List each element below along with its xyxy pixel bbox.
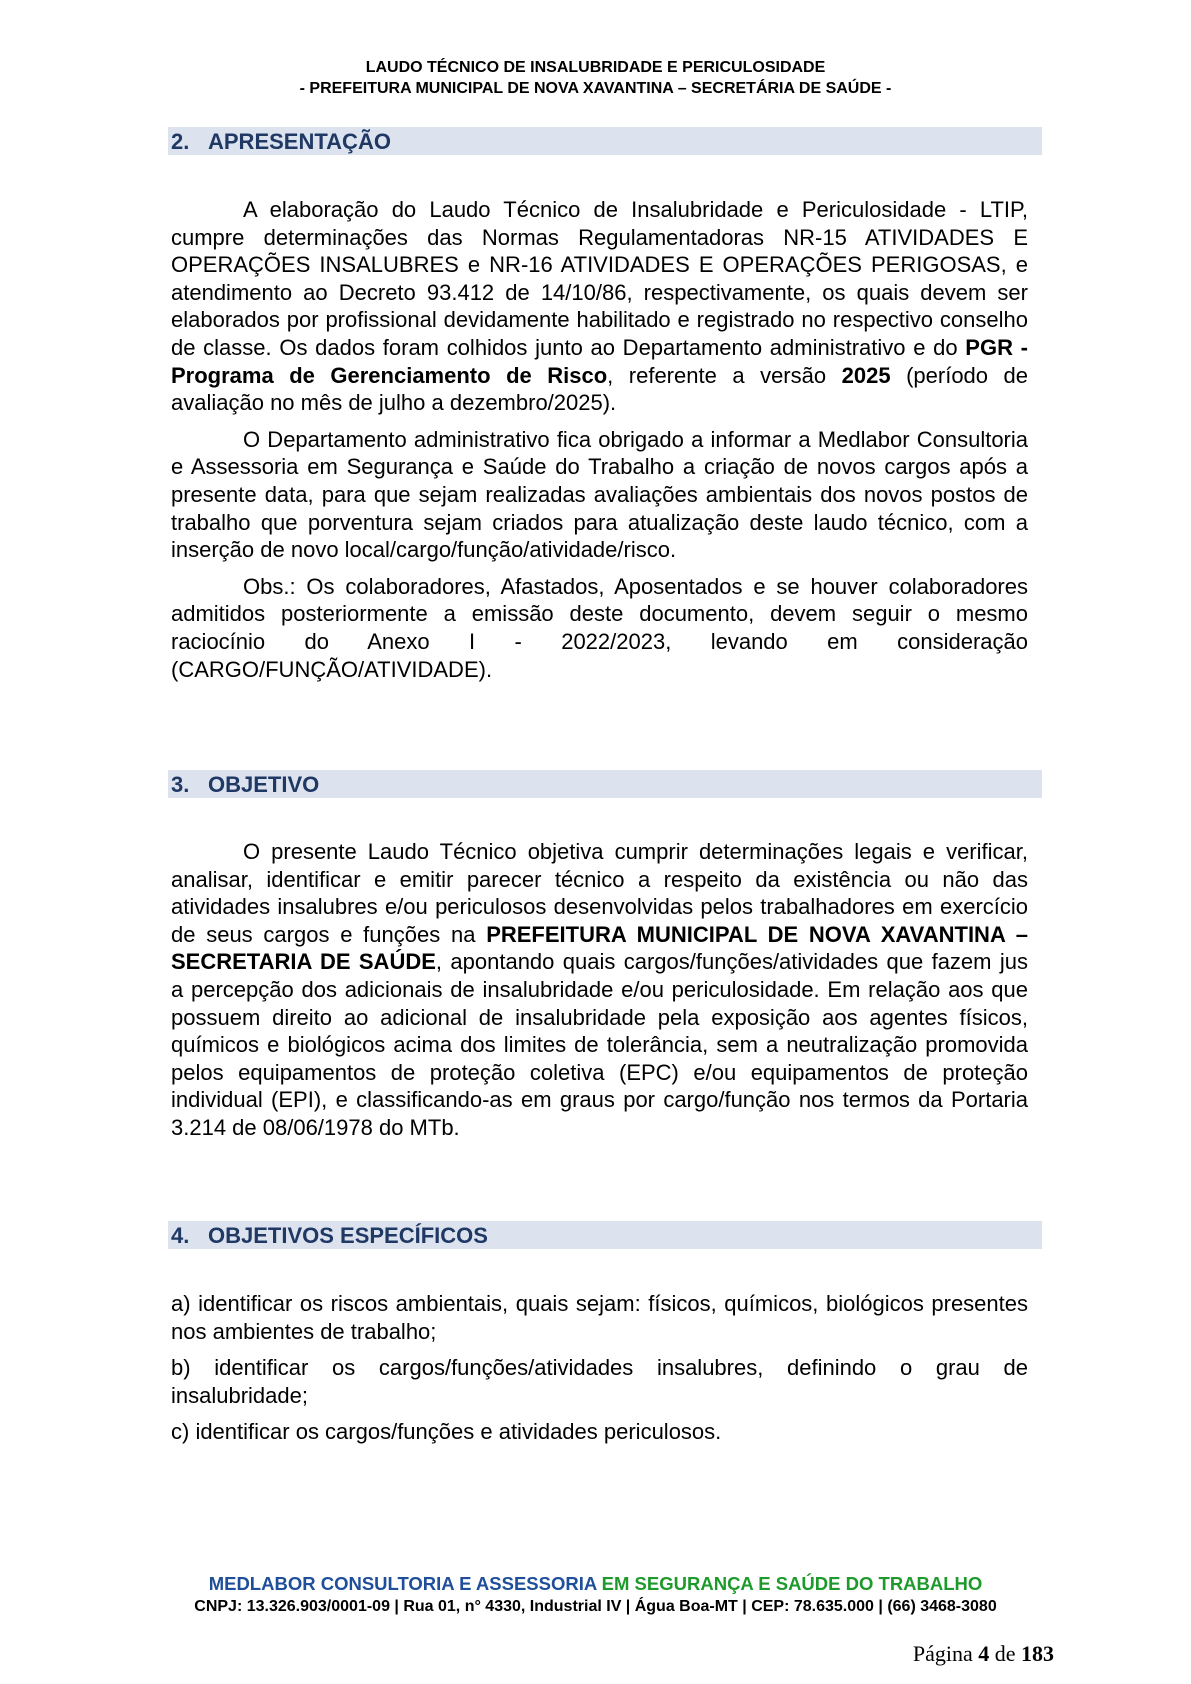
paragraph: Obs.: Os colaboradores, Afastados, Aposentados e se houver colaboradores admitidos posteriormente a emissão deste documento, devem seguir o mesmo raciocínio do Anexo I - 2022/2023, levando em consideração (CARGO/FUNÇÃO/ATIVIDADE). bbox=[171, 573, 1028, 682]
paragraph-bold-text: 2025 bbox=[841, 362, 891, 388]
list-item: a) identificar os riscos ambientais, quais sejam: físicos, químicos, biológicos presentes nos ambientes de trabalho; bbox=[171, 1291, 1028, 1344]
page-number bbox=[913, 1641, 1054, 1667]
footer-company bbox=[0, 1572, 1191, 1595]
section-title: OBJETIVOS ESPECÍFICOS bbox=[208, 1223, 488, 1248]
page-current: 4 bbox=[978, 1641, 990, 1666]
paragraph bbox=[171, 838, 1028, 1142]
section-heading-objetivos-especificos bbox=[168, 1221, 1042, 1249]
section-body-apresentacao bbox=[171, 196, 1028, 692]
section-heading-objetivo bbox=[168, 770, 1042, 798]
footer-company-tagline: EM SEGURANÇA E SAÚDE DO TRABALHO bbox=[601, 1573, 983, 1594]
section-number: 2. bbox=[171, 129, 190, 154]
section-title: APRESENTAÇÃO bbox=[208, 129, 391, 154]
paragraph-bold-text: PGR - Programa de Gerenciamento de Risco bbox=[171, 334, 1028, 388]
paragraph-text: A elaboração do Laudo Técnico de Insalubridade e Periculosidade - LTIP, cumpre determinações das Normas Regulamentadoras NR-15 ATIVIDADES E OPERAÇÕES INSALUBRES e NR-16 ATIVIDADES E OPERAÇÕES PERIGOSAS, e atendimento ao Decreto 93.412 de 14/10/86, respectivamente, os quais devem ser elaborados por profissional devidamente habilitado e registrado no respectivo conselho de classe. Os dados foram colhidos junto ao Departamento administrativo e do bbox=[171, 197, 1028, 360]
section-number: 3. bbox=[171, 772, 190, 797]
section-body-objetivo bbox=[171, 838, 1028, 1151]
paragraph-text: , apontando quais cargos/funções/atividades que fazem jus a percepção dos adicionais de insalubridade e/ou periculosidade. Em relação aos que possuem direito ao adicional de insalubridade pela exposição aos agentes físicos, químicos e biológicos acima dos limites de tolerância, sem a neutralização promovida pelos equipamentos de proteção coletiva (EPC) e/ou equipamentos de proteção individual (EPI), e classificando-as em graus por cargo/função nos termos da Portaria 3.214 de 08/06/1978 do MTb. bbox=[171, 949, 1028, 1140]
section-heading-apresentacao bbox=[168, 127, 1042, 155]
footer-contact: CNPJ: 13.326.903/0001-09 | Rua 01, n° 4330, Industrial IV | Água Boa-MT | CEP: 78.635.000 | (66) 3468-3080 bbox=[194, 1598, 997, 1615]
paragraph-text: O presente Laudo Técnico objetiva cumprir determinações legais e verificar, analisar, identificar e emitir parecer técnico a respeito da existência ou não das atividades insalubres e/ou periculosos desenvolvidas pelos trabalhadores em exercício de seus cargos e funções na bbox=[171, 839, 1028, 947]
footer-company-name: MEDLABOR CONSULTORIA E ASSESSORIA bbox=[208, 1573, 597, 1594]
paragraph-text: , referente a versão bbox=[607, 362, 842, 388]
section-title: OBJETIVO bbox=[208, 772, 320, 797]
paragraph-bold-text: PREFEITURA MUNICIPAL DE NOVA XAVANTINA – SECRETARIA DE SAÚDE bbox=[171, 921, 1028, 975]
header-subtitle: - PREFEITURA MUNICIPAL DE NOVA XAVANTINA – SECRETÁRIA DE SAÚDE - bbox=[299, 80, 892, 97]
paragraph-text: (período de avaliação no mês de julho a dezembro/2025). bbox=[171, 362, 1029, 416]
paragraph bbox=[171, 196, 1028, 417]
section-number: 4. bbox=[171, 1223, 190, 1248]
list-item: b) identificar os cargos/funções/atividades insalubres, definindo o grau de insalubridade; bbox=[171, 1355, 1028, 1408]
page-label: Página bbox=[912, 1641, 973, 1666]
header-title: LAUDO TÉCNICO DE INSALUBRIDADE E PERICULOSIDADE bbox=[365, 59, 826, 76]
page-total: 183 bbox=[1021, 1641, 1054, 1666]
section-body-objetivos-especificos bbox=[171, 1290, 1028, 1455]
page-header bbox=[0, 57, 1191, 99]
list-item: c) identificar os cargos/funções e atividades periculosos. bbox=[171, 1419, 722, 1445]
page-of: de bbox=[994, 1641, 1016, 1666]
paragraph: O Departamento administrativo fica obrigado a informar a Medlabor Consultoria e Assessoria em Segurança e Saúde do Trabalho a criação de novos cargos após a presente data, para que sejam realizadas avaliações ambientais dos novos postos de trabalho que porventura sejam criados para atualização deste laudo técnico, com a inserção de novo local/cargo/função/atividade/risco. bbox=[171, 426, 1028, 563]
